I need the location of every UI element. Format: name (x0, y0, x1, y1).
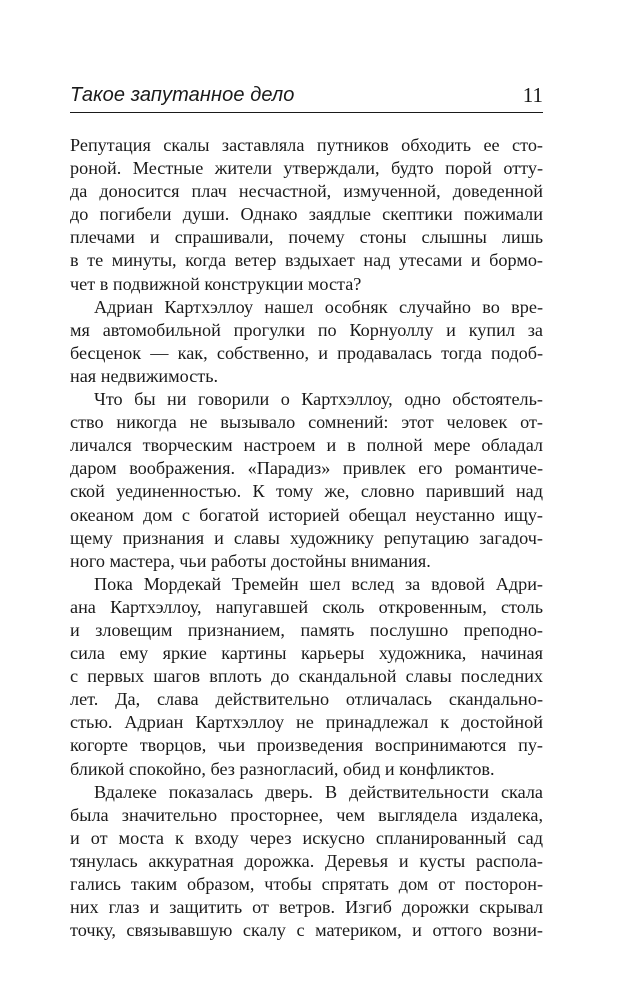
text-line: Репутация скалы заставляла путников обходить ее сто- (70, 135, 543, 155)
paragraph (70, 781, 543, 943)
paragraph (70, 573, 543, 781)
text-line: Пока Мордекай Тремейн шел вслед за вдовой Адри- (94, 573, 543, 594)
text-line: ного мастера, чьи работы достойны внимания. (70, 550, 431, 571)
text-line: них глаз и защитить от ветров. Изгиб дорожки скрывал (70, 897, 543, 918)
running-title: Такое запутанное дело (70, 84, 295, 106)
text-line: гались таким образом, чтобы спрятать дом от посторон- (70, 874, 543, 894)
text-line: плечами и спрашивали, почему стоны слышны лишь (70, 227, 543, 248)
text-line: роной. Местные жители утверждали, будто порой отту- (70, 158, 543, 179)
text-line: Адриан Картхэллоу нашел особняк случайно во вре- (94, 296, 543, 317)
text-line: да доносится плач несчастной, измученной, доведенной (70, 181, 543, 202)
text-line: чет в подвижной конструкции моста? (70, 273, 362, 294)
text-line: и от моста к входу через искусно спланированный сад (70, 827, 543, 848)
text-line: сила ему яркие картины карьеры художника, начиная (70, 643, 543, 664)
text-line: тянулась аккуратная дорожка. Деревья и кусты распола- (70, 850, 543, 871)
paragraph (70, 134, 543, 296)
text-line: мя автомобильной прогулки по Корнуоллу и купил за (70, 319, 543, 340)
text-line: ской уединенностью. К тому же, словно паривший над (70, 481, 543, 502)
text-line: океаном дом с богатой историей обещал неустанно ищу- (70, 504, 543, 525)
text-line: бесценок — как, собственно, и продавалась тогда подоб- (70, 342, 543, 363)
text-line: Вдалеке показалась дверь. В действительности скала (94, 781, 543, 802)
text-line: личался творческим настроем и в полной мере обладал (70, 435, 543, 456)
text-line: точку, связывавшую скалу с материком, и оттого возни- (70, 920, 543, 941)
text-line: даром воображения. «Парадиз» привлек его романтиче- (70, 458, 543, 479)
text-line: щему признания и славы художнику репутацию загадоч- (70, 527, 543, 548)
text-line: стью. Адриан Картхэллоу не принадлежал к достойной (70, 712, 543, 733)
running-header (70, 82, 543, 113)
paragraph (70, 296, 543, 388)
text-line: Что бы ни говорили о Картхэллоу, одно обстоятель- (94, 389, 543, 410)
page-number: 11 (522, 83, 543, 107)
text-line: и зловещим признанием, память послушно преподно- (70, 619, 543, 640)
text-line: ство никогда не вызывало сомнений: этот человек от- (70, 412, 543, 433)
text-line: до погибели души. Однако заядлые скептики пожимали (70, 204, 543, 225)
text-line: в те минуты, когда ветер вздыхает над утесами и бормо- (70, 250, 543, 271)
body-text (70, 134, 543, 942)
text-line: с первых шагов вплоть до скандальной славы последних (70, 666, 543, 687)
text-line: бликой спокойно, без разногласий, обид и конфликтов. (70, 758, 495, 779)
text-line: лет. Да, слава действительно отличалась скандально- (70, 689, 543, 710)
text-line: ана Картхэллоу, напугавшей сколь откровенным, столь (70, 596, 543, 617)
text-line: ная недвижимость. (70, 365, 219, 386)
paragraph (70, 388, 543, 573)
text-line: когорте творцов, чьи произведения воспринимаются пу- (70, 735, 543, 756)
text-line: была значительно просторнее, чем выглядела издалека, (70, 804, 543, 825)
